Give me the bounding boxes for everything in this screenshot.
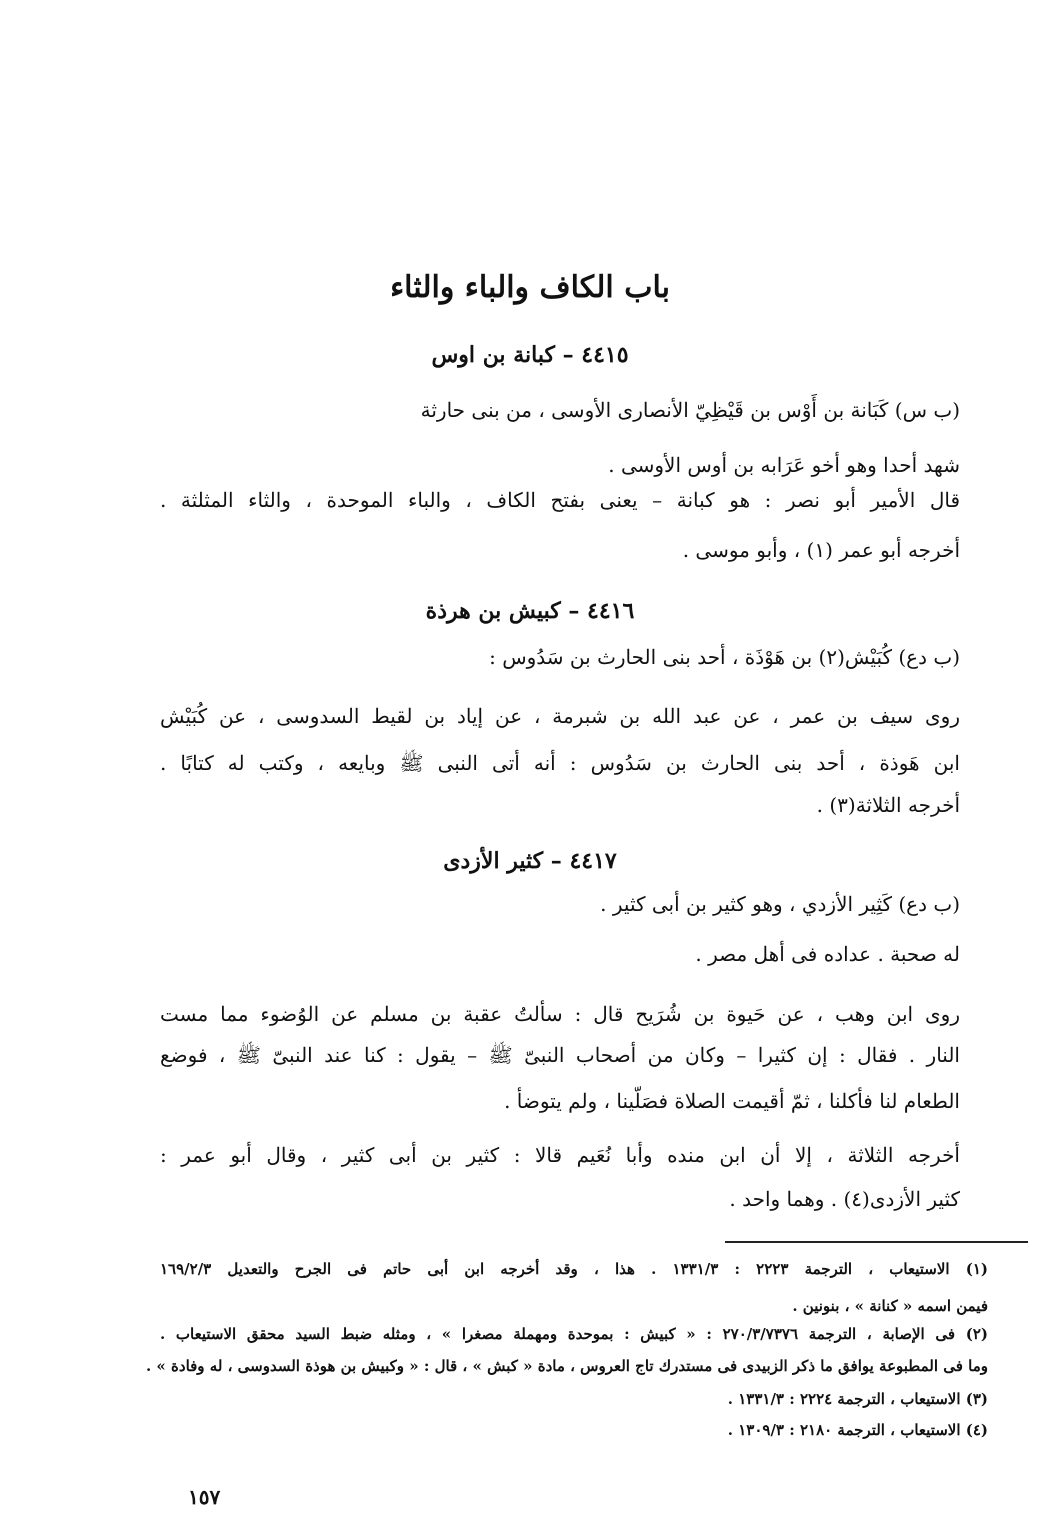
entry-4417-line-1: (ب دع) كَثِير الأزدي ، وهو كثير بن أبى كثير . [600,892,960,916]
entry-4416-line-4: أخرجه الثلاثة(٣) . [816,793,960,817]
entry-4415-line-2: شهد أحدا وهو أخو عَرَابه بن أوس الأوسى . [608,453,960,477]
entry-4417-line-2: له صحبة . عداده فى أهل مصر . [695,942,960,966]
footnote-divider [725,1241,1028,1243]
entry-4416-line-3: ابن هَوذة ، أحد بنى الحارث بن سَدُوس : أنه أتى النبى ﷺ وبايعه ، وكتب له كتابًا . [160,751,960,775]
entry-4416-line-2: روى سيف بن عمر ، عن عبد الله بن شبرمة ، عن إياد بن لقيط السدوسى ، عن كُبَيْش [160,704,960,728]
entry-4417-line-7: كثير الأزدى(٤) . وهما واحد . [729,1187,960,1211]
chapter-title: باب الكاف والباء والثاء [390,270,670,305]
footnote-2-line-1: (٢) فى الإصابة ، الترجمة ٢٧٠/٣/٧٣٧٦ : « كبيش : بموحدة ومهملة مصغرا » ، ومثله ضبط السيد محقق الاستيعاب . [160,1325,988,1343]
entry-4417-line-5: الطعام لنا فأكلنا ، ثمّ أقيمت الصلاة فصَلّينا ، ولم يتوضأ . [504,1089,960,1113]
footnote-3: (٣) الاستيعاب ، الترجمة ٢٢٢٤ : ١٣٣١/٣ . [727,1390,988,1408]
entry-heading-4415: ٤٤١٥ – كبانة بن اوس [431,342,629,368]
entry-4415-line-4: أخرجه أبو عمر (١) ، وأبو موسى . [682,538,960,562]
entry-4415-line-1: (ب س) كَبَانة بن أَوْس بن قَيْظِيّ الأنصارى الأوسى ، من بنى حارثة [420,398,960,422]
entry-4417-line-6: أخرجه الثلاثة ، إلا أن ابن منده وأبا نُعَيم قالا : كثير بن أبى كثير ، وقال أبو عمر : [160,1143,960,1167]
entry-4417-line-3: روى ابن وهب ، عن حَيوة بن شُرَيح قال : سألتُ عقبة بن مسلم عن الوُضوء مما مست [160,1002,960,1026]
footnote-1-line-2: فيمن اسمه « كنانة » ، بنونين . [792,1297,988,1315]
entry-heading-4417: ٤٤١٧ – كثير الأزدى [443,848,617,874]
footnote-4: (٤) الاستيعاب ، الترجمة ٢١٨٠ : ١٣٠٩/٣ . [727,1421,988,1439]
entry-4416-line-1: (ب دع) كُبَيْش(٢) بن هَوْذَة ، أحد بنى الحارث بن سَدُوس : [489,645,960,669]
page-number: ١٥٧ [188,1485,221,1509]
entry-heading-4416: ٤٤١٦ – كبيش بن هرذة [425,598,635,624]
footnote-1-line-1: (١) الاستيعاب ، الترجمة ٢٢٢٣ : ١٣٣١/٣ . هذا ، وقد أخرجه ابن أبى حاتم فى الجرح والتعديل ١٦٩/٢/٣ [160,1260,988,1278]
entry-4415-line-3: قال الأمير أبو نصر : هو كبانة – يعنى بفتح الكاف ، والباء الموحدة ، والثاء المثلثة . [160,488,960,512]
entry-4417-line-4: النار . فقال : إن كثيرا – وكان من أصحاب النبىّ ﷺ – يقول : كنا عند النبىّ ﷺ ، فوضع [160,1043,960,1067]
footnote-2-line-2: وما فى المطبوعة يوافق ما ذكر الزبيدى فى مستدرك تاج العروس ، مادة « كبش » ، قال : « وكبيش بن هوذة السدوسى ، له وفادة » . [145,1357,988,1375]
